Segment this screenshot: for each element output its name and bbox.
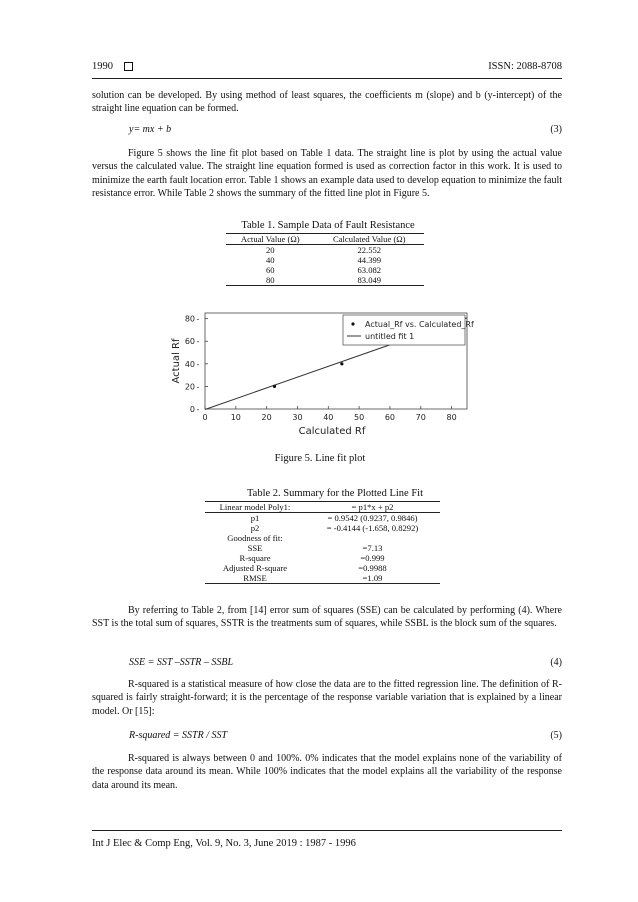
- y-tick-label: 20: [184, 382, 195, 392]
- y-axis-label: Actual Rf: [171, 338, 182, 384]
- x-tick-label: 10: [230, 413, 241, 422]
- table-1: [226, 233, 424, 286]
- table-cell: R-square: [239, 553, 271, 563]
- table-cell: =1.09: [362, 573, 383, 583]
- paragraph-3-text: By referring to Table 2, from [14] error sum of squares (SSE) can be calculated by performing (4). Where SST is the total sum of squares, SSTR is the treatments sum of squares, while SSBL is the block sum of the squares.: [92, 605, 562, 630]
- equation-4: [129, 657, 562, 668]
- table-cell: 83.049: [357, 275, 382, 285]
- figure-5-caption: Figure 5. Line fit plot: [274, 453, 366, 464]
- table-cell: 20: [265, 245, 275, 255]
- data-point: [340, 362, 343, 365]
- table-cell: 40: [265, 255, 275, 265]
- table-cell: Adjusted R-square: [222, 563, 288, 573]
- x-tick-label: 80: [446, 413, 457, 422]
- table-cell: = 0.9542 (0.9237, 0.9846): [327, 513, 418, 523]
- paragraph-3: [92, 604, 562, 631]
- y-tick-mark: -: [196, 337, 200, 347]
- table-cell: = -0.4144 (-1.658, 0.8292): [326, 523, 419, 533]
- table-cell: 44.399: [357, 255, 382, 265]
- table-cell: =0.999: [360, 553, 385, 563]
- table-row: [226, 245, 424, 256]
- table-cell: Goodness of fit:: [227, 533, 283, 543]
- y-tick-mark: -: [196, 359, 200, 369]
- table-cell: =0.9988: [358, 563, 387, 573]
- y-tick-label: 80: [184, 314, 195, 324]
- table-cell: [305, 533, 440, 543]
- x-tick-label: 30: [292, 413, 303, 422]
- table-2-caption: Table 2. Summary for the Plotted Line Fit: [247, 488, 423, 499]
- table-row: [205, 533, 440, 543]
- page-number: 1990: [92, 61, 113, 72]
- equation-5-number: (5): [550, 730, 562, 741]
- paragraph-1: [92, 89, 562, 116]
- table-cell: 63.082: [357, 265, 382, 275]
- equation-3-text: y= mx + b: [129, 124, 172, 135]
- equation-5: [129, 730, 562, 741]
- table-cell: 80: [265, 275, 275, 285]
- paragraph-2: [92, 147, 562, 200]
- table-1-header-row: [226, 234, 424, 245]
- table-row: [205, 573, 440, 584]
- table-2: [205, 501, 440, 584]
- paragraph-2-text: Figure 5 shows the line fit plot based on Table 1 data. The straight line is plot by using the actual value versus the calculated value. The straight line equation formed is used as correction factor in this work. It is used to minimize the earth fault location error. Table 1 shows an example data used to develop equation to minimize the fault resistance error. While Table 2 shows the summary of the fitted line plot in Figure 5.: [92, 148, 562, 199]
- table-cell: =7.13: [362, 543, 383, 553]
- x-tick-label: 50: [354, 413, 365, 422]
- x-axis-label: Calculated Rf: [298, 426, 366, 437]
- table-1-caption: Table 1. Sample Data of Fault Resistance: [241, 220, 415, 231]
- y-tick-mark: -: [196, 314, 200, 324]
- table-1-header-actual: Actual Value (Ω): [240, 234, 300, 244]
- y-tick-mark: -: [196, 405, 200, 414]
- table-row: [205, 563, 440, 573]
- table-1-header-calculated: Calculated Value (Ω): [332, 234, 406, 244]
- paragraph-4: [92, 678, 562, 718]
- x-tick-label: 40: [323, 413, 334, 422]
- y-tick-label: 0: [189, 405, 195, 414]
- data-point: [273, 385, 276, 388]
- x-tick-label: 20: [261, 413, 272, 422]
- header-rule: [92, 78, 562, 79]
- equation-5-text: R-squared = SSTR / SST: [129, 730, 228, 741]
- square-icon: [124, 62, 133, 71]
- table-cell: Linear model Poly1:: [219, 502, 291, 512]
- table-cell: 22.552: [357, 245, 382, 255]
- footer-citation: Int J Elec & Comp Eng, Vol. 9, No. 3, June 2019 : 1987 - 1996: [92, 838, 356, 849]
- paragraph-1-text: solution can be developed. By using method of least squares, the coefficients m (slope) and b (y-intercept) of the straight line equation can be formed.: [92, 90, 562, 115]
- paragraph-5: [92, 752, 562, 792]
- footer-rule: [92, 830, 562, 831]
- x-tick-label: 0: [202, 413, 208, 422]
- legend-point-marker: [351, 322, 354, 325]
- equation-4-text: SSE = SST –SSTR – SSBL: [129, 657, 234, 668]
- issn: ISSN: 2088-8708: [488, 61, 562, 72]
- table-cell: p2: [250, 523, 260, 533]
- equation-3: [129, 124, 562, 135]
- x-tick-label: 70: [415, 413, 426, 422]
- table-row: [205, 523, 440, 533]
- table-cell: 60: [265, 265, 275, 275]
- table-row: [205, 513, 440, 524]
- line-fit-plot: [165, 305, 475, 443]
- table-row: [226, 265, 424, 275]
- table-cell: SSE: [247, 543, 263, 553]
- equation-3-number: (3): [550, 124, 562, 135]
- table-row: [205, 543, 440, 553]
- table-row: [205, 502, 440, 513]
- equation-4-number: (4): [550, 657, 562, 668]
- y-tick-label: 40: [184, 359, 195, 369]
- table-cell: = p1*x + p2: [351, 502, 394, 512]
- paragraph-5-text: R-squared is always between 0 and 100%. 0% indicates that the model explains none of the variability of the response data around its mean. While 100% indicates that the model explains all the variability of the response data around its mean.: [92, 753, 562, 791]
- paragraph-4-text: R-squared is a statistical measure of how close the data are to the fitted regression line. The definition of R-squared is fairly straight-forward; it is the percentage of the response variable variation that is explained by a linear model. Or [15]:: [92, 679, 562, 717]
- legend-label-points: Actual_Rf vs. Calculated_Rf: [365, 320, 474, 329]
- table-cell: p1: [250, 513, 260, 523]
- table-row: [226, 255, 424, 265]
- y-tick-mark: -: [196, 382, 200, 392]
- x-tick-label: 60: [384, 413, 396, 422]
- y-tick-label: 60: [184, 337, 195, 347]
- legend-label-fit: untitled fit 1: [365, 332, 415, 341]
- table-row: [226, 275, 424, 286]
- table-row: [205, 553, 440, 563]
- table-cell: RMSE: [243, 573, 267, 583]
